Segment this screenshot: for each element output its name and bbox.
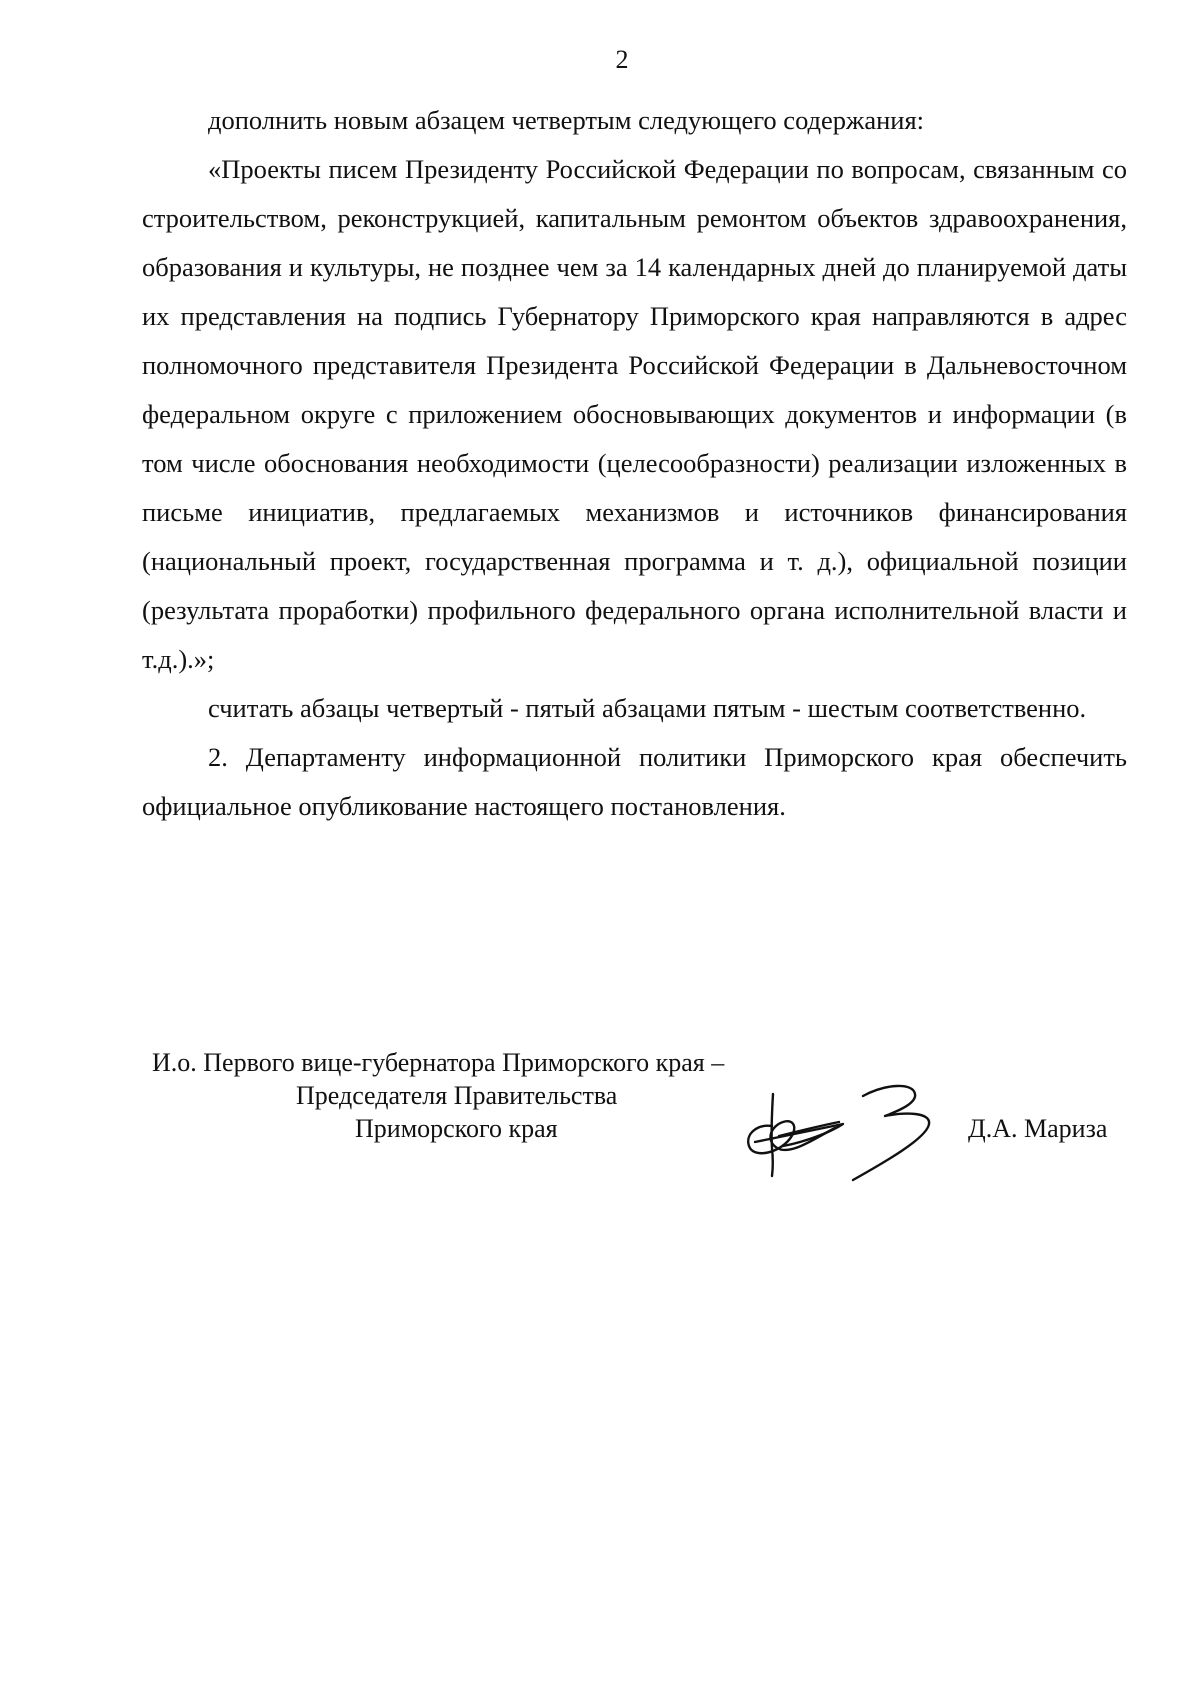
- document-body: [142, 96, 1127, 831]
- paragraph-intro: дополнить новым абзацем четвертым следующего содержания:: [208, 105, 925, 135]
- signer-title-line-3: Приморского края: [355, 1114, 558, 1143]
- signer-title-line-1: И.о. Первого вице-губернатора Приморского края –: [152, 1048, 725, 1077]
- handwritten-signature: [735, 1076, 965, 1186]
- paragraph-renumber: считать абзацы четвертый - пятый абзацами пятым - шестым соответственно.: [208, 693, 1087, 723]
- paragraph-quote: «Проекты писем Президенту Российской Федерации по вопросам, связанным со строительством, реконструкцией, капитальным ремонтом объектов здравоохранения, образования и культуры, не позднее чем за 14 календарных дней до планируемой даты их представления на подпись Губернатору Приморского края направляются в адрес полномочного представителя Президента Российской Федерации в Дальневосточном федеральном округе с приложением обосновывающих документов и информации (в том числе обоснования необходимости (целесообразности) реализации изложенных в письме инициатив, предлагаемых механизмов и источников финансирования (национальный проект, государственная программа и т. д.), официальной позиции (результата проработки) профильного федерального органа исполнительной власти и т.д.).»;: [142, 154, 1127, 674]
- signer-title-line-2: Председателя Правительства: [296, 1081, 618, 1110]
- signature-block: [0, 1046, 1200, 1196]
- page-number: 2: [615, 45, 629, 74]
- signer-name: Д.А. Мариза: [968, 1114, 1108, 1143]
- paragraph-item-2: 2. Департаменту информационной политики Приморского края обеспечить официальное опубликование настоящего постановления.: [142, 742, 1127, 821]
